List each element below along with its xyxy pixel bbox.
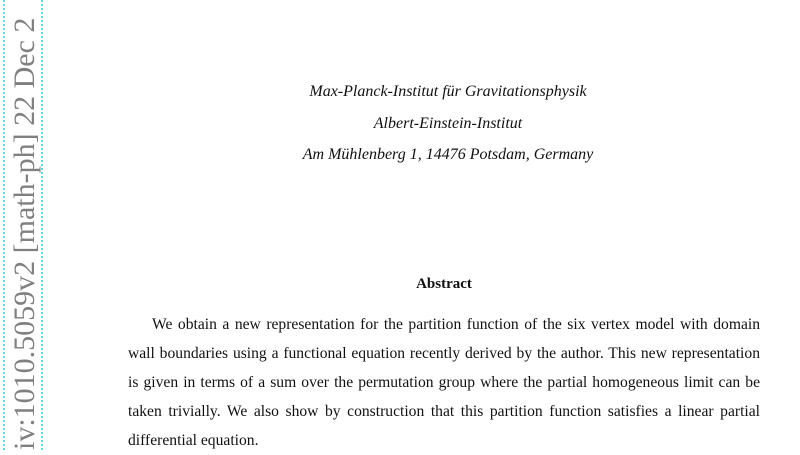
arxiv-margin: [0, 0, 48, 450]
abstract-body: We obtain a new representation for the partition function of the six vertex model with domain wall boundaries using a functional equation recently derived by the author. This new representation is given in terms of a sum over the permutation group where the partial homogeneous limit can be taken trivially. We also show by construction that this partition function satisfies a linear partial differential equation.: [128, 316, 760, 449]
abstract-heading: Abstract: [416, 276, 472, 292]
margin-dotted-line-left: [3, 0, 5, 450]
affiliation-line-1: Max-Planck-Institut für Gravitationsphysik: [309, 83, 587, 100]
affiliation-line-3: Am Mühlenberg 1, 14476 Potsdam, Germany: [302, 146, 594, 163]
arxiv-identifier-stamp: iv:1010.5059v2 [math-ph] 22 Dec 2: [8, 17, 41, 450]
affiliation-line-2: Albert-Einstein-Institut: [373, 115, 523, 132]
